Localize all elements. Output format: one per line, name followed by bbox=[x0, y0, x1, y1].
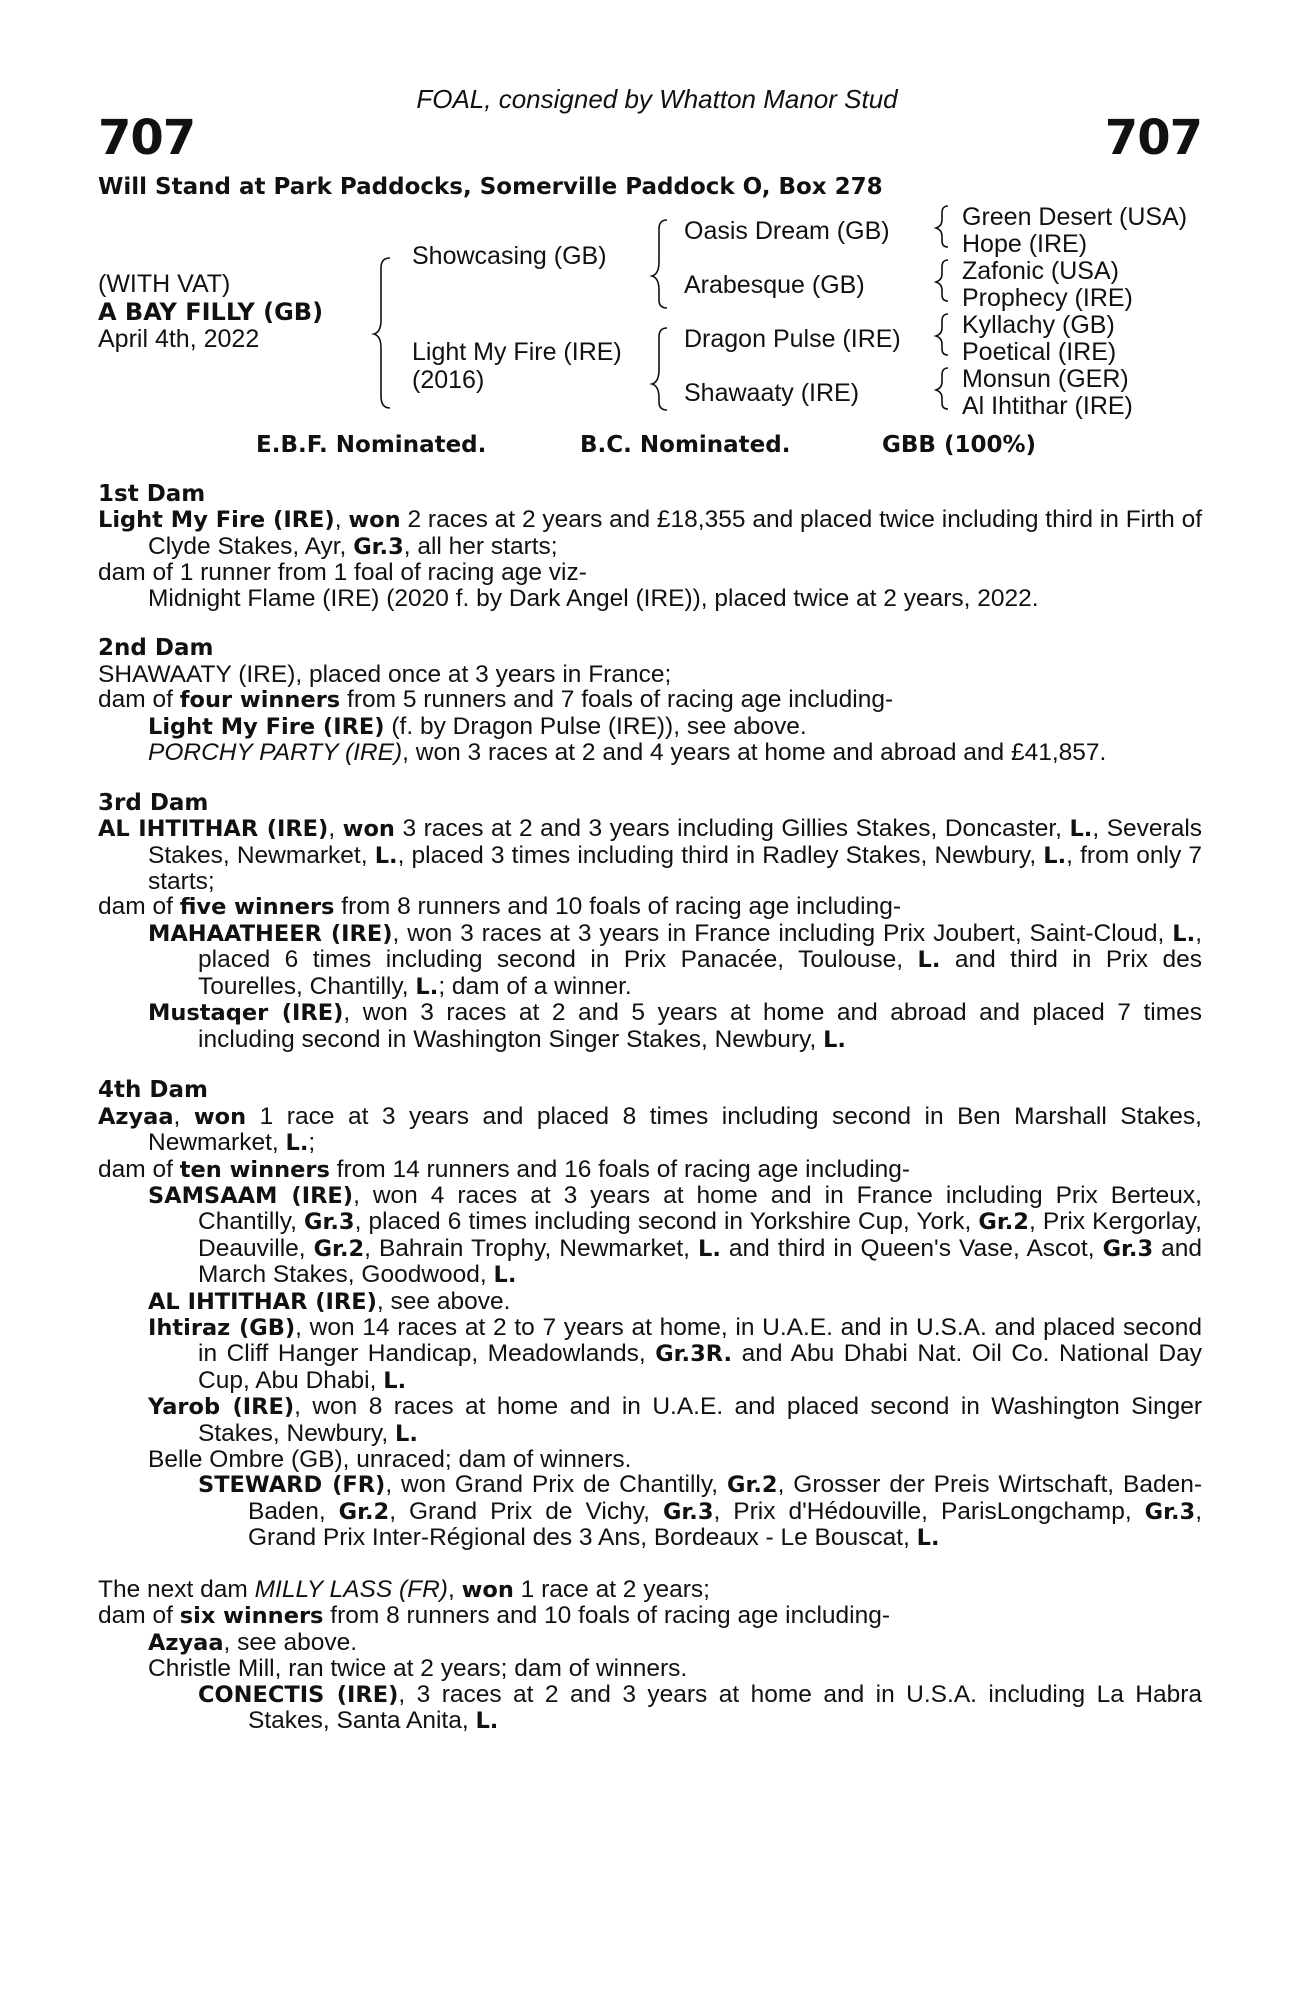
bc-nomination: B.C. Nominated. bbox=[580, 432, 791, 458]
third-dam-record: AL IHTITHAR (IRE), won 3 races at 2 and 3 years including Gillies Stakes, Doncaster, L., Severals Stakes, Newmarket, L., placed 3 times including third in Radley Stakes, Newbury, L., from only 7 starts; bbox=[98, 815, 1203, 896]
dam-year: (2016) bbox=[412, 366, 485, 394]
progeny-entry: Yarob (IRE), won 8 races at home and in U.A.E. and placed second in Washington Singer Stakes, Newbury, L. bbox=[148, 1393, 1202, 1447]
lot-number-left: 707 bbox=[98, 110, 196, 166]
dam-dam: Shawaaty (IRE) bbox=[684, 379, 860, 407]
progeny-entry: Belle Ombre (GB), unraced; dam of winners. bbox=[148, 1445, 632, 1473]
progeny-entry: AL IHTITHAR (IRE), see above. bbox=[148, 1287, 511, 1315]
gen3-ancestor: Hope (IRE) bbox=[962, 230, 1088, 258]
progeny-entry: PORCHY PARTY (IRE), won 3 races at 2 and 4 years at home and abroad and £41,857. bbox=[148, 739, 1107, 767]
third-dam-heading: 3rd Dam bbox=[98, 789, 209, 816]
second-dam-produce: dam of four winners from 5 runners and 7 foals of racing age including- bbox=[98, 686, 894, 714]
next-dam-record: The next dam MILLY LASS (FR), won 1 race at 2 years; bbox=[98, 1576, 710, 1603]
progeny-entry: Light My Fire (IRE) (f. by Dragon Pulse (IRE)), see above. bbox=[148, 712, 807, 740]
next-dam-produce: dam of six winners from 8 runners and 10 foals of racing age including- bbox=[98, 1602, 891, 1630]
fourth-dam-record: Azyaa, won 1 race at 3 years and placed 8 times including second in Ben Marshall Stakes, Newmarket, L.; bbox=[98, 1102, 1202, 1157]
grand-progeny-entry: STEWARD (FR), won Grand Prix de Chantilly, Gr.2, Grosser der Preis Wirtschaft, Baden-Baden, Gr.2, Grand Prix de Vichy, Gr.3, Prix d'Hédouville, ParisLongchamp, Gr.3, Grand Prix Inter-Régional des 3 Ans, Bordeaux - Le Bouscat, L. bbox=[198, 1471, 1202, 1552]
sire-sire: Oasis Dream (GB) bbox=[684, 217, 890, 245]
progeny-entry: Ihtiraz (GB), won 14 races at 2 to 7 years at home, in U.A.E. and in U.S.A. and placed second in Cliff Hanger Handicap, Meadowlands, Gr.3R. and Abu Dhabi Nat. Oil Co. National Day Cup, Abu Dhabi, L. bbox=[148, 1313, 1203, 1394]
dam: Light My Fire (IRE) bbox=[412, 338, 622, 366]
grand-progeny-entry: CONECTIS (IRE), 3 races at 2 and 3 years at home and in U.S.A. including La Habra Stakes, Santa Anita, L. bbox=[198, 1680, 1202, 1735]
lot-number-right: 707 bbox=[1104, 110, 1202, 166]
consignor-line: FOAL, consigned by Whatton Manor Stud bbox=[416, 84, 898, 114]
gen3-ancestor: Zafonic (USA) bbox=[962, 257, 1119, 285]
fourth-dam-heading: 4th Dam bbox=[98, 1077, 208, 1104]
produce-record bbox=[98, 482, 1202, 1734]
third-dam-produce: dam of five winners from 8 runners and 10 foals of racing age including- bbox=[98, 893, 902, 921]
sire-dam: Arabesque (GB) bbox=[684, 271, 865, 299]
gen3-ancestor: Green Desert (USA) bbox=[962, 203, 1188, 231]
ebf-nomination: E.B.F. Nominated. bbox=[256, 432, 487, 458]
stand-location: Will Stand at Park Paddocks, Somerville Paddock O, Box 278 bbox=[98, 174, 883, 200]
gen3-ancestor: Kyllachy (GB) bbox=[962, 311, 1115, 339]
progeny-entry: Christle Mill, ran twice at 2 years; dam of winners. bbox=[148, 1655, 688, 1683]
dam-sire: Dragon Pulse (IRE) bbox=[684, 325, 901, 353]
progeny-entry: SAMSAAM (IRE), won 4 races at 3 years at home and in France including Prix Berteux, Chantilly, Gr.3, placed 6 times including second in Yorkshire Cup, York, Gr.2, Prix Kergorlay, Deauville, Gr.2, Bahrain Trophy, Newmarket, L. and third in Queen's Vase, Ascot, Gr.3 and March Stakes, Goodwood, L. bbox=[148, 1181, 1203, 1289]
vat-note: (WITH VAT) bbox=[98, 270, 231, 298]
second-dam-heading: 2nd Dam bbox=[98, 635, 214, 662]
progeny-entry: Mustaqer (IRE), won 3 races at 2 and 5 years at home and abroad and placed 7 times including second in Washington Singer Stakes, Newbury, L. bbox=[148, 999, 1202, 1053]
first-dam-produce: dam of 1 runner from 1 foal of racing age viz- bbox=[98, 559, 587, 587]
lot-name: A BAY FILLY (GB) bbox=[98, 298, 324, 326]
fourth-dam-produce: dam of ten winners from 14 runners and 16 foals of racing age including- bbox=[98, 1155, 911, 1183]
sire: Showcasing (GB) bbox=[412, 242, 607, 270]
progeny-entry: Midnight Flame (IRE) (2020 f. by Dark Angel (IRE)), placed twice at 2 years, 2022. bbox=[148, 584, 1039, 612]
first-dam-heading: 1st Dam bbox=[98, 481, 206, 507]
gbb-status: GBB (100%) bbox=[882, 432, 1037, 458]
foaling-date: April 4th, 2022 bbox=[98, 325, 260, 353]
second-dam-record: SHAWAATY (IRE), placed once at 3 years in France; bbox=[98, 660, 672, 688]
progeny-entry: MAHAATHEER (IRE), won 3 races at 3 years in France including Prix Joubert, Saint-Cloud, L., placed 6 times including second in Prix Panacée, Toulouse, L. and third in Prix des Tourelles, Chantilly, L.; dam of a winner. bbox=[148, 919, 1202, 1000]
progeny-entry: Azyaa, see above. bbox=[148, 1628, 358, 1656]
gen3-ancestor: Al Ihtithar (IRE) bbox=[962, 392, 1133, 420]
gen3-ancestor: Prophecy (IRE) bbox=[962, 284, 1133, 312]
gen3-ancestor: Monsun (GER) bbox=[962, 365, 1129, 393]
gen3-ancestor: Poetical (IRE) bbox=[962, 338, 1117, 366]
first-dam-record: Light My Fire (IRE), won 2 races at 2 years and £18,355 and placed twice including third in Firth of Clyde Stakes, Ayr, Gr.3, all her starts; bbox=[98, 506, 1202, 560]
